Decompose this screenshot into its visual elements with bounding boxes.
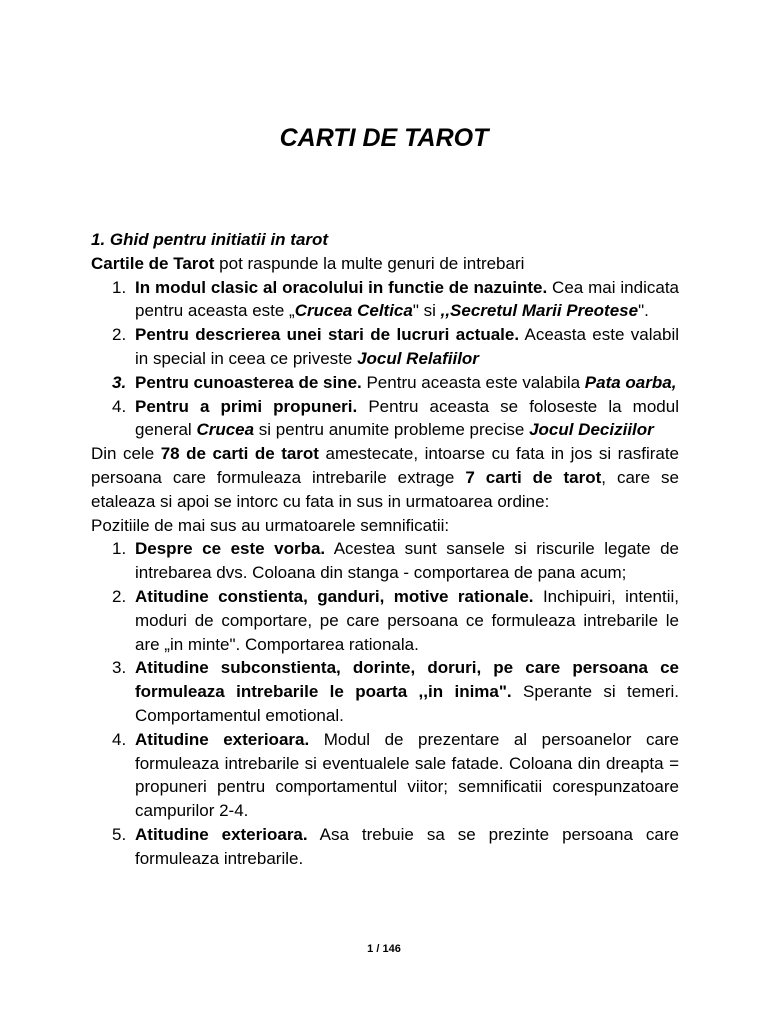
item-text: Asa trebuie sa se prezinte persoana care formuleaza intrebarile. xyxy=(135,824,679,868)
list-item xyxy=(91,656,679,727)
para-text: , care se etaleaza si apoi se intorc cu fata in sus in urmatoarea ordine: xyxy=(91,467,679,511)
list-item xyxy=(91,371,679,395)
item-number: 2. xyxy=(112,586,127,606)
item-text: Modul de prezentare al persoanelor care formuleaza intrebarile si eventualele sale fatade. Coloana din dreapta = propuneri pentru comportamentul viitor; semnificatii corespunzatoare campurilor 2-4. xyxy=(135,729,680,821)
positions-list xyxy=(91,537,679,870)
item-emph: Pata oarba, xyxy=(584,372,677,392)
uses-list xyxy=(91,276,679,443)
item-emph: Jocul Relafiilor xyxy=(357,348,479,368)
item-text: Sperante si temeri. Comportamentul emotional. xyxy=(135,682,679,725)
item-text: si pentru anumite probleme precise xyxy=(254,420,530,440)
page-number: 1 / 146 xyxy=(367,943,401,955)
item-emph: ,,Secretul Marii Preotese xyxy=(440,301,639,321)
item-number: 5. xyxy=(112,824,127,844)
item-number: 3. xyxy=(112,372,127,392)
item-number: 1. xyxy=(112,539,127,559)
intro-bold: Cartile de Tarot xyxy=(91,253,215,273)
para-text: amestecate, intoarse cu fata in jos si rasfirate persoana care formuleaza intrebarile extrage xyxy=(91,444,680,487)
item-text: Acestea sunt sansele si riscurile legate de intrebarea dvs. Coloana din stanga - comportarea de pana acum; xyxy=(135,539,680,583)
item-bold: Pentru cunoasterea de sine. xyxy=(135,372,362,392)
para-text: Din cele xyxy=(91,444,161,464)
page-title: CARTI DE TAROT xyxy=(279,124,489,152)
list-item xyxy=(91,728,679,823)
list-item xyxy=(91,823,679,871)
item-bold: Pentru a primi propuneri. xyxy=(135,396,358,416)
list-item xyxy=(91,276,679,324)
item-text: Cea mai indicata pentru aceasta este „ xyxy=(135,277,679,321)
item-text: Aceasta este valabil in special in ceea ce priveste xyxy=(135,325,679,368)
item-text: Pentru aceasta este valabila xyxy=(361,372,585,392)
item-bold: Pentru descrierea unei stari de lucruri actuale. xyxy=(135,325,520,345)
item-emph: Jocul Deciziilor xyxy=(529,420,654,440)
item-bold: Despre ce este vorba. xyxy=(135,539,326,559)
item-number: 3. xyxy=(112,658,127,678)
item-number: 4. xyxy=(112,729,127,749)
item-number: 2. xyxy=(112,325,127,345)
intro-text: pot raspunde la multe genuri de intrebari xyxy=(214,253,525,273)
list-item xyxy=(91,323,679,371)
item-emph: Crucea Celtica xyxy=(294,301,413,321)
list-item xyxy=(91,585,679,656)
item-bold: Atitudine subconstienta, dorinte, doruri, pe care persoana ce formuleaza intrebarile le poarta ,,in inima". xyxy=(135,658,679,702)
item-text: ". xyxy=(638,301,649,321)
item-text: " si xyxy=(412,301,441,321)
item-text: Inchipuiri, intentii, moduri de comportare, pe care persoana ce formuleaza intrebarile le are „in minte". Comportarea rationala. xyxy=(135,586,679,654)
item-bold: Atitudine exterioara. xyxy=(135,729,310,749)
document-body xyxy=(91,228,679,871)
item-bold: Atitudine constienta, ganduri, motive rationale. xyxy=(135,586,534,606)
intro-line xyxy=(91,252,679,276)
positions-intro: Pozitiile de mai sus au urmatoarele semnificatii: xyxy=(91,515,450,535)
item-number: 4. xyxy=(112,396,127,416)
item-bold: In modul clasic al oracolului in functie de nazuinte. xyxy=(135,277,548,297)
draw-paragraph xyxy=(91,442,679,513)
item-number: 1. xyxy=(112,277,127,297)
para-bold: 7 carti de tarot xyxy=(465,467,602,487)
para-bold: 78 de carti de tarot xyxy=(160,444,319,464)
list-item xyxy=(91,537,679,585)
item-emph: Crucea xyxy=(196,420,255,440)
list-item xyxy=(91,395,679,443)
item-bold: Atitudine exterioara. xyxy=(135,824,308,844)
item-text: Pentru aceasta se foloseste la modul general xyxy=(135,396,679,440)
section-heading: 1. Ghid pentru initiatii in tarot xyxy=(91,230,329,249)
